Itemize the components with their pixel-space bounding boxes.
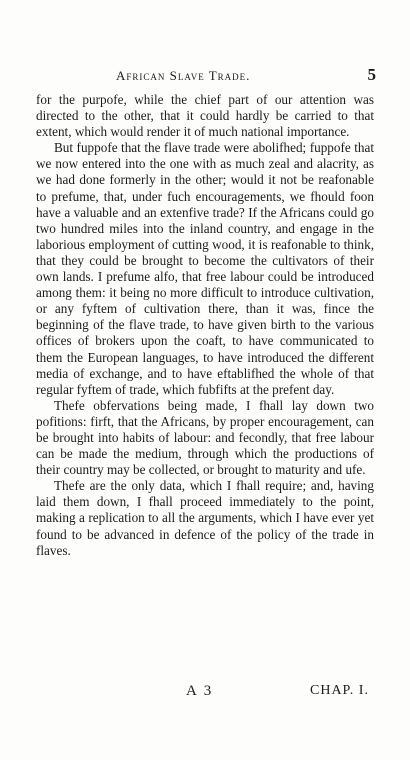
- page-footer: [0, 683, 410, 703]
- signature-mark: A 3: [186, 683, 214, 699]
- page-number: 5: [367, 65, 376, 84]
- catchword: CHAP. I.: [310, 683, 369, 698]
- body-text: [36, 92, 374, 559]
- paragraph-2: But fuppofe that the flave trade were abolifhed; fuppofe that we now entered into the one with as much zeal and alacrity, as we had done formerly in the other; would it not be reafonable to prefume, that, under fuch encouragements, we fhould foon have a valuable and an extenfive trade? If the Africans could go two hundred miles into the inland country, and engage in the laborious employment of cutting wood, it is reafonable to think, that they could be brought to become the cultivators of their own lands. I prefume alfo, that free labour could be introduced among them: it being no more difficult to introduce cultivation, or any fyftem of cultivation there, than it was, fince the beginning of the flave trade, to have given birth to the various offices of brokers upon the coaft, to have communicated to them the European languages, to have introduced the different media of exchange, and to have eftablifhed the whole of that regular fyftem of trade, which fubfifts at the prefent day.: [36, 140, 374, 397]
- paragraph-3: Thefe obfervations being made, I fhall lay down two pofitions: firft, that the Africans, by proper encouragement, can be brought into habits of labour: and fecondly, that free labour can be made the medium, through which the productions of their country may be collected, or brought to maturity and ufe.: [36, 397, 374, 478]
- paragraph-1: for the purpofe, while the chief part of our attention was directed to the other, that it could hardly be carried to that extent, which would render it of much national importance.: [36, 92, 374, 140]
- running-head: [36, 65, 376, 84]
- paragraph-4: Thefe are the only data, which I fhall require; and, having laid them down, I fhall proceed immediately to the point, making a replication to all the arguments, which I have ever yet found to be advanced in defence of the policy of the trade in flaves.: [36, 478, 374, 558]
- running-title: African Slave Trade.: [116, 68, 251, 83]
